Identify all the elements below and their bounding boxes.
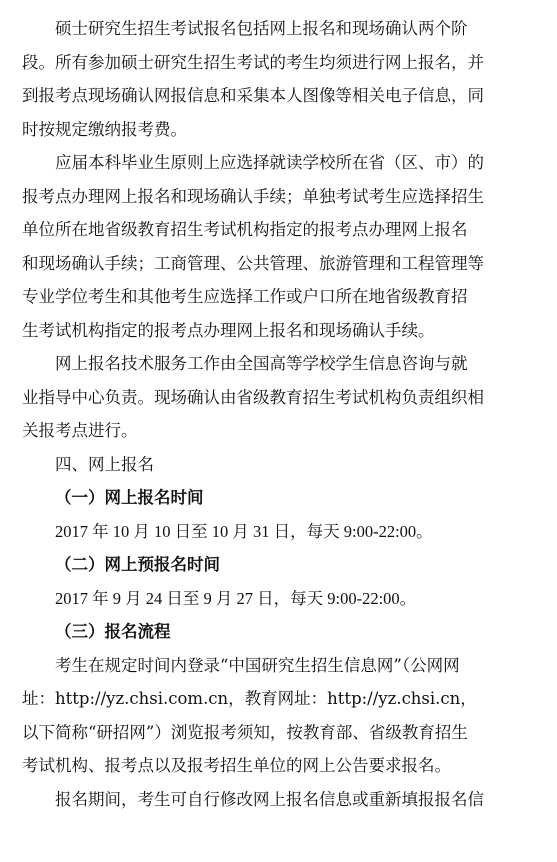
paragraph-registration-stages (22, 12, 535, 146)
subheading-registration-process: （三）报名流程 (55, 622, 171, 641)
text-line: 单位所在地省级教育招生考试机构指定的报考点办理网上报名 (22, 220, 468, 239)
paragraph-technical-service (22, 347, 535, 448)
text-line: 考生在规定时间内登录“中国研究生招生信息网”（公网网 (55, 655, 460, 675)
text-line: 硕士研究生招生考试报名包括网上报名和现场确认两个阶 (55, 19, 468, 38)
text-line: 以下简称“研招网”）浏览报考须知，按教育部、省级教育招生 (22, 722, 468, 742)
text-line: 报考点办理网上报名和现场确认手续；单独考试考生应选择招生 (22, 186, 484, 206)
paragraph-registration-modification (22, 783, 535, 817)
subheading-pre-registration-time: （二）网上预报名时间 (55, 555, 220, 574)
text-line: 考试机构、报考点以及报考招生单位的网上公告要求报名。 (22, 756, 451, 775)
text-line: 应届本科毕业生原则上应选择就读学校所在省（区、市）的 (55, 153, 484, 172)
text-line: 生考试机构指定的报考点办理网上报名和现场确认手续。 (22, 320, 435, 340)
text-line: 到报考点现场确认网报信息和采集本人图像等相关电子信息，同 (22, 86, 484, 105)
text-line: 专业学位考生和其他考生应选择工作或户口所在地省级教育招 (22, 287, 468, 306)
text-line: 业指导中心负责。现场确认由省级教育招生考试机构负责组织相 (22, 387, 484, 407)
paragraph-registration-process (22, 649, 535, 783)
pre-registration-time-text: 2017 年 9 月 24 日至 9 月 27 日，每天 9:00-22:00。 (55, 588, 417, 608)
paragraph-exam-site-choice (22, 146, 535, 347)
text-line: 段。所有参加硕士研究生招生考试的考生均须进行网上报名，并 (22, 52, 484, 72)
section-heading-online-registration: 四、网上报名 (55, 454, 154, 474)
subheading-registration-time: （一）网上报名时间 (55, 488, 204, 507)
text-line: 网上报名技术服务工作由全国高等学校学生信息咨询与就 (55, 354, 468, 373)
text-line: 关报考点进行。 (22, 421, 138, 440)
registration-time-text: 2017 年 10 月 10 日至 10 月 31 日，每天 9:00-22:00。 (55, 521, 433, 541)
text-line: 和现场确认手续；工商管理、公共管理、旅游管理和工程管理等 (22, 253, 484, 273)
text-line: 报名期间，考生可自行修改网上报名信息或重新填报报名信 (55, 789, 484, 809)
text-line: 时按规定缴纳报考费。 (22, 119, 187, 139)
text-line: 址：http://yz.chsi.com.cn，教育网址：http://yz.chsi.cn， (22, 689, 477, 708)
